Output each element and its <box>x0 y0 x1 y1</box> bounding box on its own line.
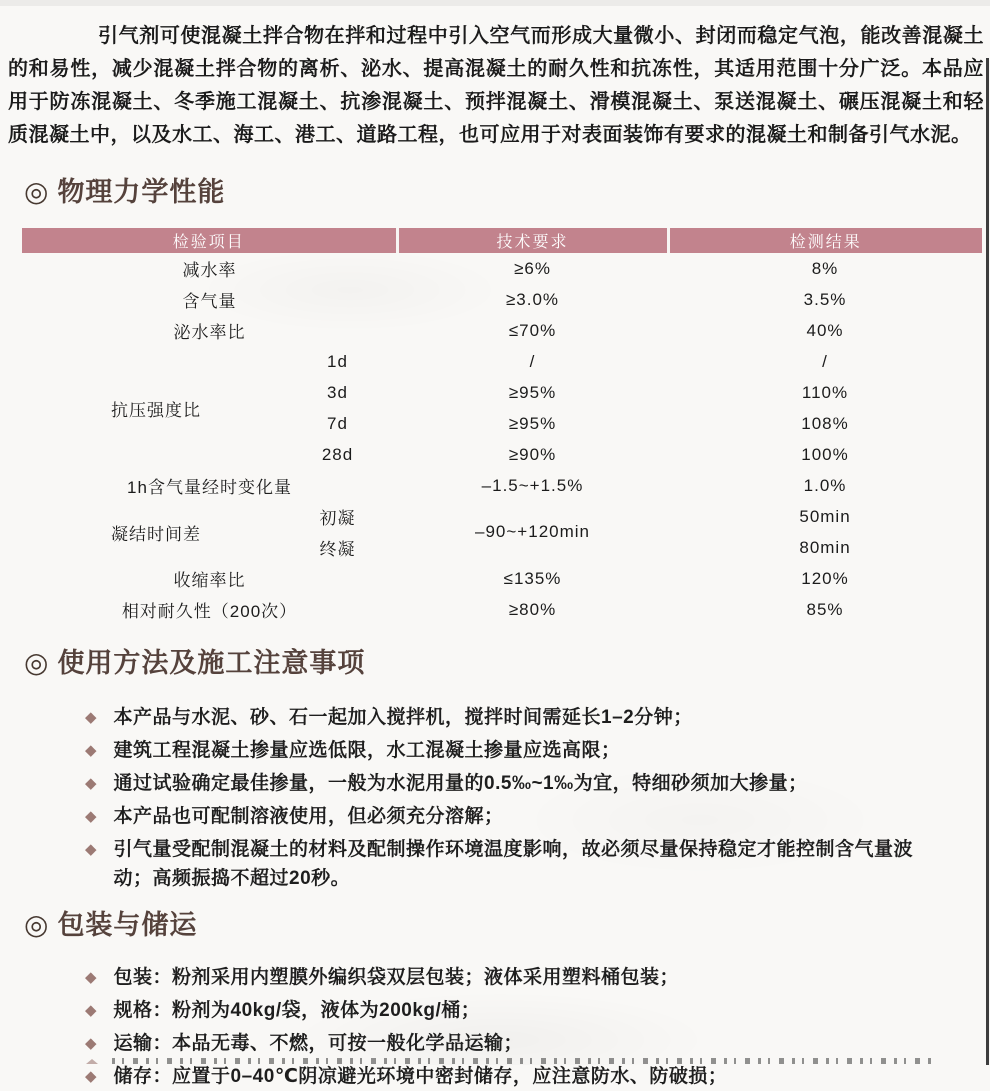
usage-list <box>0 703 990 893</box>
section-title-packaging: 包装与储运 <box>57 910 198 940</box>
usage-item-text: 本产品也可配制溶液使用，但必须充分溶解； <box>113 806 504 827</box>
result-cell: 1.0% <box>803 475 847 495</box>
sub-age-cell: 28d <box>321 444 354 464</box>
result-cell: / <box>822 351 828 371</box>
usage-item-text: 引气量受配制混凝土的材料及配制操作环境温度影响，故必须尽量保持稳定才能控制含气量波动；高频振捣不超过20秒。 <box>113 839 914 889</box>
usage-list-item <box>85 736 950 765</box>
result-cell: 85% <box>806 599 844 619</box>
sub-stage-cell: 终凝 <box>319 540 356 559</box>
usage-item-text: 本产品与水泥、砂、石一起加入搅拌机，搅拌时间需延长1–2分钟； <box>113 707 693 728</box>
double-circle-icon: ◎ <box>24 909 49 940</box>
table-row-water-reduction <box>22 253 982 284</box>
requirement-cell: ≥80% <box>508 599 557 619</box>
table-row-setting-initial <box>22 501 982 532</box>
packaging-list-item <box>85 963 950 992</box>
intro-paragraph: 引气剂可使混凝土拌合物在拌和过程中引入空气而形成大量微小、封闭而稳定气泡，能改善混凝土的和易性，减少混凝土拌合物的离析、泌水、提高混凝土的耐久性和抗冻性，其适用范围十分广泛。本品应用于防冻混凝土、冬季施工混凝土、抗渗混凝土、预拌混凝土、滑模混凝土、泵送混凝土、碾压混凝土和轻质混凝土中，以及水工、海工、港工、道路工程，也可应用于对表面装饰有要求的混凝土和制备引气水泥。 <box>8 25 984 146</box>
test-item-cell: 相对耐久性（200次） <box>121 602 298 621</box>
table-row-air-content-change <box>22 470 982 501</box>
col-header-test-item: 检验项目 <box>22 228 397 253</box>
double-circle-icon: ◎ <box>24 176 49 207</box>
double-circle-icon: ◎ <box>24 647 49 678</box>
section-heading-packaging <box>24 909 990 941</box>
requirement-cell: ≤135% <box>503 568 562 588</box>
test-item-cell: 减水率 <box>182 261 237 280</box>
sub-age-cell: 3d <box>327 382 348 402</box>
result-cell: 108% <box>801 413 849 433</box>
section-title-physical: 物理力学性能 <box>57 177 226 207</box>
packaging-list-item <box>85 1062 950 1091</box>
result-cell: 40% <box>806 320 844 340</box>
section-heading-physical <box>24 176 990 208</box>
result-cell: 120% <box>801 568 849 588</box>
diamond-bullet-icon: ◆ <box>85 775 97 792</box>
diamond-bullet-icon: ◆ <box>85 1068 97 1085</box>
requirement-cell: ≤70% <box>508 320 557 340</box>
diamond-bullet-icon: ◆ <box>85 1002 97 1019</box>
usage-item-text: 通过试验确定最佳掺量，一般为水泥用量的0.5‰~1‰为宜，特细砂须加大掺量； <box>113 773 808 794</box>
requirement-cell: ≥95% <box>508 413 557 433</box>
packaging-item-text: 规格：粉剂为40kg/袋，液体为200kg/桶； <box>113 1000 481 1021</box>
usage-list-item <box>85 835 950 893</box>
table-header-row <box>22 228 982 253</box>
col-header-result: 检测结果 <box>668 228 982 253</box>
scan-top-edge <box>0 0 990 6</box>
packaging-item-text: 包装：粉剂采用内塑膜外编织袋双层包装；液体采用塑料桶包装； <box>113 967 680 988</box>
diamond-bullet-icon: ◆ <box>85 841 97 858</box>
sub-age-cell: 7d <box>327 413 348 433</box>
scan-right-edge-line <box>986 58 989 1065</box>
table-row-shrinkage-ratio <box>22 563 982 594</box>
test-item-cell-setting: 凝结时间差 <box>111 524 201 544</box>
test-item-cell: 收缩率比 <box>173 571 246 590</box>
section-title-usage: 使用方法及施工注意事项 <box>57 648 366 678</box>
sub-stage-cell: 初凝 <box>319 509 356 528</box>
packaging-item-text: 运输：本品无毒、不燃，可按一般化学品运输； <box>113 1033 524 1054</box>
result-cell: 100% <box>801 444 849 464</box>
usage-list-item <box>85 769 950 798</box>
requirement-cell: ≥90% <box>508 444 557 464</box>
col-header-requirement: 技术要求 <box>397 228 668 253</box>
diamond-bullet-icon: ◆ <box>85 808 97 825</box>
requirement-cell: ≥6% <box>514 258 551 278</box>
result-cell: 8% <box>811 258 839 278</box>
diamond-bullet-icon: ◆ <box>85 709 97 726</box>
diamond-bullet-icon: ◆ <box>85 742 97 759</box>
packaging-item-text: 储存：应置于0–40℃阴凉避光环境中密封储存，应注意防水、防破损； <box>113 1066 728 1087</box>
requirement-cell: / <box>529 351 536 371</box>
table-row-relative-durability <box>22 594 982 625</box>
result-cell: 110% <box>801 382 849 402</box>
section-heading-usage <box>24 647 990 679</box>
requirement-cell: ≥3.0% <box>505 289 560 309</box>
cropped-bottom-text-remnant <box>112 1058 932 1064</box>
performance-table <box>22 228 982 625</box>
test-item-cell-compressive: 抗压强度比 <box>111 400 201 420</box>
usage-list-item <box>85 802 950 831</box>
result-cell: 50min <box>799 506 851 526</box>
sub-age-cell: 1d <box>327 351 348 371</box>
packaging-list-item <box>85 996 950 1025</box>
test-item-cell: 1h含气量经时变化量 <box>127 478 292 497</box>
test-item-cell: 泌水率比 <box>173 323 246 342</box>
diamond-bullet-icon: ◆ <box>85 1035 97 1052</box>
packaging-list-item <box>85 1029 950 1058</box>
requirement-cell: ≥95% <box>508 382 557 402</box>
requirement-cell: –90~+120min <box>475 522 590 541</box>
result-cell: 80min <box>799 537 851 557</box>
table-row-compressive-1d <box>22 346 982 377</box>
diamond-bullet-icon: ◆ <box>85 969 97 986</box>
requirement-cell: –1.5~+1.5% <box>481 475 584 495</box>
usage-item-text: 建筑工程混凝土掺量应选低限，水工混凝土掺量应选高限； <box>113 740 621 761</box>
table-row-air-content <box>22 284 982 315</box>
result-cell: 3.5% <box>803 289 847 309</box>
packaging-list <box>0 963 990 1091</box>
table-row-bleeding-ratio <box>22 315 982 346</box>
usage-list-item <box>85 703 950 732</box>
test-item-cell: 含气量 <box>182 292 237 311</box>
